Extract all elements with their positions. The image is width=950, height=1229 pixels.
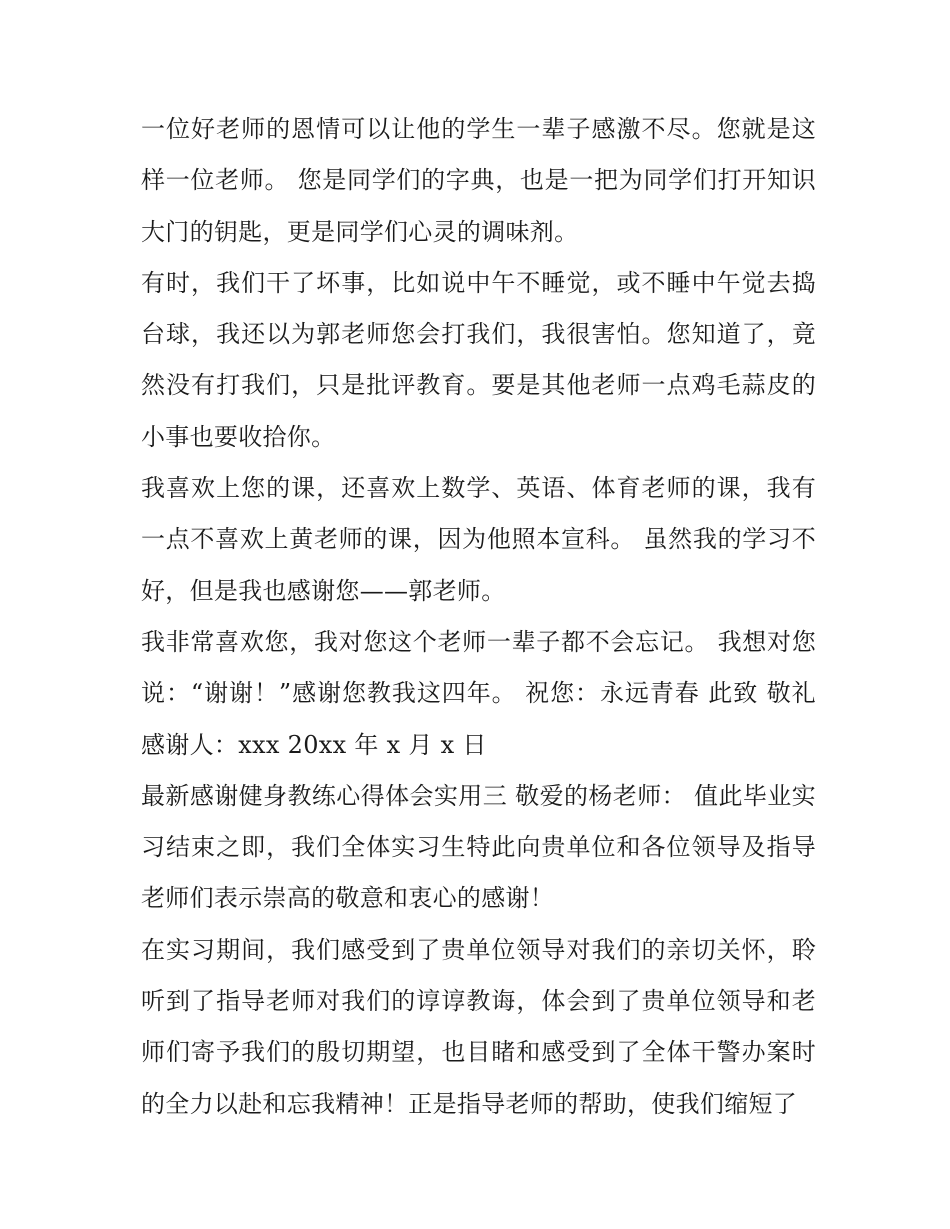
paragraph-2: 有时，我们干了坏事，比如说中午不睡觉，或不睡中午觉去捣台球，我还以为郭老师您会打我们，我很害怕。您知道了，竟然没有打我们，只是批评教育。要是其他老师一点鸡毛蒜皮的小事也要收拾你。 [141, 268, 816, 451]
paragraph-4: 我非常喜欢您，我对您这个老师一辈子都不会忘记。 我想对您说：“谢谢！”感谢您教我这四年。 祝您：永远青春 此致 敬礼 感谢人：xxx 20xx 年 x 月 x 日 [141, 627, 816, 759]
paragraph-5: 最新感谢健身教练心得体会实用三 敬爱的杨老师： 值此毕业实习结束之即，我们全体实习生特此向贵单位和各位领导及指导老师们表示崇高的敬意和衷心的感谢！ [141, 781, 816, 913]
paragraph-1: 一位好老师的恩情可以让他的学生一辈子感激不尽。您就是这样一位老师。 您是同学们的字典，也是一把为同学们打开知识大门的钥匙，更是同学们心灵的调味剂。 [141, 115, 816, 246]
paragraph-6: 在实习期间，我们感受到了贵单位领导对我们的亲切关怀，聆听到了指导老师对我们的谆谆教诲，体会到了贵单位领导和老师们寄予我们的殷切期望，也目睹和感受到了全体干警办案时的全力以赴和忘我精神！正是指导老师的帮助，使我们缩短了 [141, 935, 816, 1118]
document-body [141, 104, 816, 1130]
paragraph-3: 我喜欢上您的课，还喜欢上数学、英语、体育老师的课，我有一点不喜欢上黄老师的课，因为他照本宣科。 虽然我的学习不好，但是我也感谢您——郭老师。 [141, 474, 816, 605]
